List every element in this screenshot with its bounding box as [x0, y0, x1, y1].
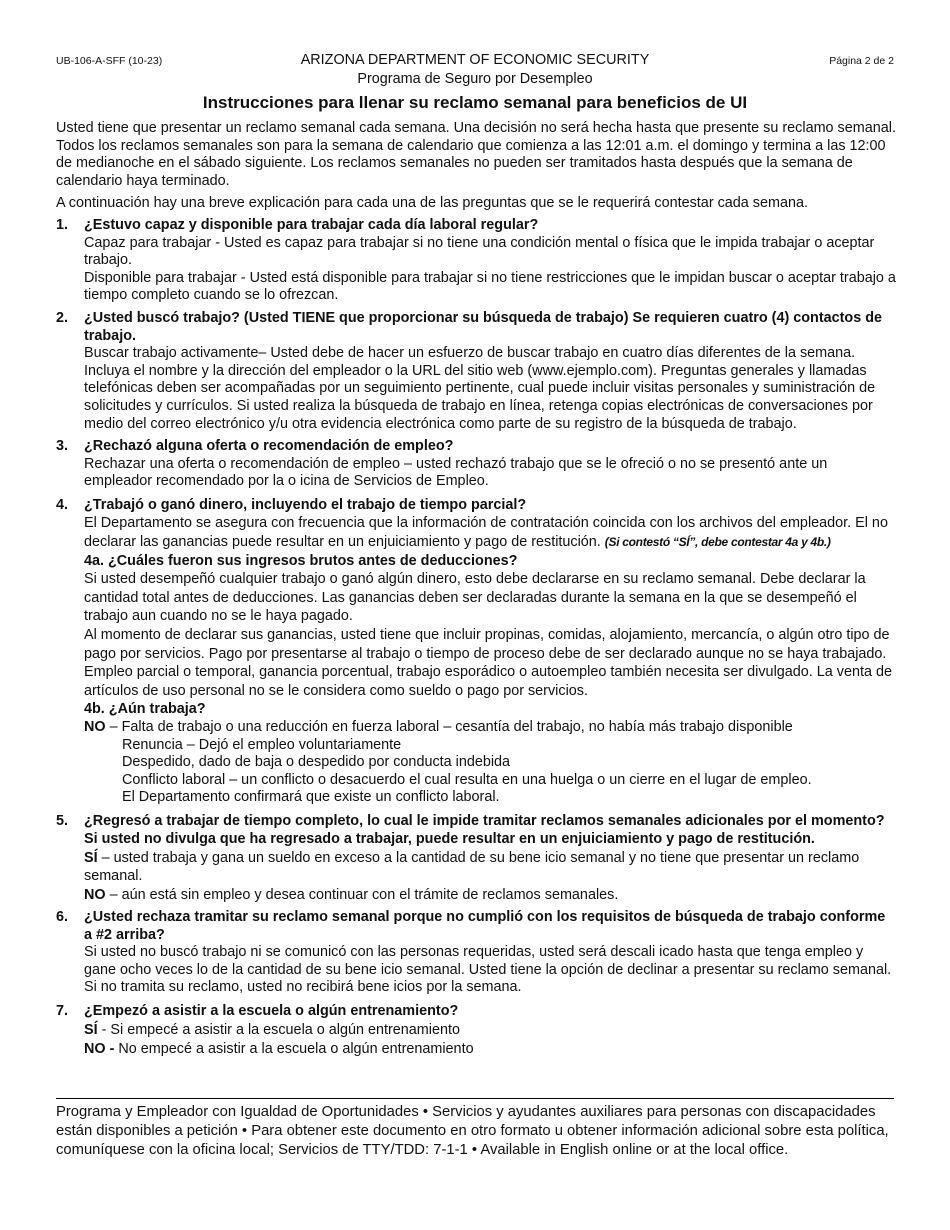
question-text: ¿Usted buscó trabajo? (Usted TIENE que proporcionar su búsqueda de trabajo) Se requieren cuatro (4) contactos de trabajo.	[84, 309, 883, 344]
question-number: 4.	[56, 496, 69, 513]
answer-text: - Si empecé a asistir a la escuela o algún entrenamiento	[97, 1021, 460, 1038]
question-7	[56, 1002, 896, 1059]
page-title: Instrucciones para llenar su reclamo semanal para beneficios de UI	[202, 93, 748, 112]
explanation: Al momento de declarar sus ganancias, usted tiene que incluir propinas, comidas, alojamiento, mercancía, o algún otro tipo de pago por servicios. Pago por presentarse al trabajo o tiempo de proceso debe de ser declarado aunque no se haya trabajado. Empleo parcial o temporal, ganancia porcentual, trabajo esporádico o autoempleo también necesita ser divulgado. La venta de artículos de uso personal no se le considera como sueldo o pago por servicios.	[84, 627, 892, 699]
sub-question-4a: 4a. ¿Cuáles fueron sus ingresos brutos antes de deducciones?	[84, 552, 518, 569]
question-number: 7.	[56, 1002, 69, 1019]
intro-paragraph: A continuación hay una breve explicación para cada una de las preguntas que se le requerirá contestar cada semana.	[56, 195, 809, 212]
explanation	[84, 514, 896, 551]
question-text: ¿Usted rechaza tramitar su reclamo semanal porque no cumplió con los requisitos de búsqueda de trabajo conforme a #2 arriba?	[84, 909, 886, 943]
question-1	[56, 217, 896, 305]
answer-text: No empecé a asistir a la escuela o algún entrenamiento	[114, 1040, 474, 1057]
answer-label: SÍ	[84, 849, 98, 866]
sub-question-4b: 4b. ¿Aún trabaja?	[84, 701, 206, 718]
answer-text: – usted trabaja y gana un sueldo en exceso a la cantidad de su bene icio semanal y no tiene que presentar un reclamo semanal.	[84, 849, 860, 885]
form-id: UB-106-A-SFF (10-23)	[56, 55, 163, 67]
question-3	[56, 438, 896, 491]
question-text: ¿Estuvo capaz y disponible para trabajar cada día laboral regular?	[84, 216, 539, 233]
footer-notice: Programa y Empleador con Igualdad de Oportunidades • Servicios y ayudantes auxiliares para personas con discapacidades están disponibles a petición • Para obtener este documento en otro formato u obtener información adicional sobre esta política, comuníquese con la oficina local; Servicios de TTY/TDD: 7-1-1 • Available in English online or at the local office.	[56, 1104, 889, 1158]
question-text: ¿Trabajó o ganó dinero, incluyendo el trabajo de tiempo parcial?	[84, 496, 527, 513]
reason-item: Conflicto laboral – un conflicto o desacuerdo el cual resulta en una huelga o un cierre en el lugar de empleo.	[122, 771, 812, 788]
answer-si	[84, 1021, 896, 1040]
answer-label: NO	[84, 886, 106, 903]
question-text: ¿Empezó a asistir a la escuela o algún entrenamiento?	[84, 1002, 459, 1019]
question-number: 3.	[56, 438, 69, 455]
question-4	[56, 496, 896, 807]
page-number: Página 2 de 2	[829, 55, 894, 67]
intro-paragraph: Usted tiene que presentar un reclamo semanal cada semana. Una decisión no será hecha hasta que presente su reclamo semanal. Todos los reclamos semanales son para la semana de calendario que comienza a las 12:01 a.m. el domingo y termina a las 12:00 de medianoche en el sábado siguiente. Los reclamos semanales no pueden ser tramitados hasta después que la semana de calendario haya terminado.	[56, 120, 896, 189]
answer-no	[84, 1040, 896, 1059]
question-number: 1.	[56, 216, 69, 233]
instruction-note: (Si contestó “SÍ”, debe contestar 4a y 4b.)	[604, 535, 831, 550]
document-body	[56, 120, 896, 1064]
question-6	[56, 909, 896, 997]
question-2	[56, 310, 896, 433]
reason-item: Renuncia – Dejó el empleo voluntariamente	[122, 736, 402, 753]
reason-item: El Departamento confirmará que existe un conflicto laboral.	[122, 789, 500, 806]
explanation-text: El Departamento se asegura con frecuencia que la información de contratación coincida con los archivos del empleador. El no declarar las ganancias puede resultar en un enjuiciamiento y pago de restitución.	[84, 515, 888, 551]
program-name: Programa de Seguro por Desempleo	[357, 71, 593, 87]
answer-text: – aún está sin empleo y desea continuar con el trámite de reclamos semanales.	[105, 886, 619, 903]
answer-label: NO -	[84, 1040, 115, 1057]
explanation: Capaz para trabajar - Usted es capaz para trabajar si no tiene una condición mental o física que le impida trabajar o aceptar trabajo.	[84, 234, 875, 269]
explanation: Buscar trabajo activamente– Usted debe de hacer un esfuerzo de buscar trabajo en cuatro días diferentes de la semana. Incluya el nombre y la dirección del empleador o la URL del sitio web (www.ejemplo.com). Preguntas generales y llamadas telefónicas deben ser acompañadas por un seguimiento pertinente, cual puede incluir visitas personales y suministración de solicitudes y currículos. Si usted realiza la búsqueda de trabajo en línea, retenga copias electrónicas de conversaciones por medio del correo electrónico y/u otra evidencia electrónica como parte de su registro de la búsqueda de trabajo.	[84, 345, 876, 432]
explanation: Disponible para trabajar - Usted está disponible para trabajar si no tiene restricciones que le impidan buscar o aceptar trabajo a tiempo completo cuando se lo ofrezcan.	[84, 269, 896, 304]
answer-si	[84, 849, 896, 886]
question-number: 6.	[56, 909, 69, 925]
answer-no	[84, 719, 896, 737]
question-5	[56, 812, 896, 904]
footer-divider	[56, 1098, 894, 1099]
explanation: Rechazar una oferta o recomendación de empleo – usted rechazó trabajo que se le ofreció o no se presentó ante un empleador recomendado por la o icina de Servicios de Empleo.	[84, 455, 828, 490]
answer-label: NO	[84, 719, 106, 735]
explanation: Si usted no buscó trabajo ni se comunicó con las personas requeridas, usted será descali icado hasta que tenga empleo y gane ocho veces lo de la cantidad de su bene icio semanal. Usted tiene la opción de declinar a presentar su reclamo semanal. Si no tramita su reclamo, usted no recibirá bene icios por la semana.	[84, 944, 892, 996]
question-text: ¿Rechazó alguna oferta o recomendación de empleo?	[84, 438, 454, 455]
question-text: ¿Regresó a trabajar de tiempo completo, lo cual le impide tramitar reclamos semanales adicionales por el momento? Si usted no divulga que ha regresado a trabajar, puede resultar en un enjuiciamiento y pago de restitución.	[84, 812, 885, 848]
question-number: 5.	[56, 812, 69, 829]
answer-no	[84, 886, 896, 904]
explanation: Si usted desempeñó cualquier trabajo o ganó algún dinero, esto debe declararse en su reclamo semanal. Debe declarar la cantidad total antes de deducciones. Las ganancias deben ser declaradas durante la semana en la que se desempeñó el trabajo aun cuando no se le haya pagado.	[84, 571, 866, 625]
agency-name: ARIZONA DEPARTMENT OF ECONOMIC SECURITY	[300, 52, 650, 68]
answer-label: SÍ	[84, 1021, 98, 1038]
answer-text: – Falta de trabajo o una reducción en fuerza laboral – cesantía del trabajo, no había más trabajo disponible	[105, 719, 793, 735]
reason-item: Despedido, dado de baja o despedido por conducta indebida	[122, 754, 511, 771]
question-number: 2.	[56, 309, 69, 326]
